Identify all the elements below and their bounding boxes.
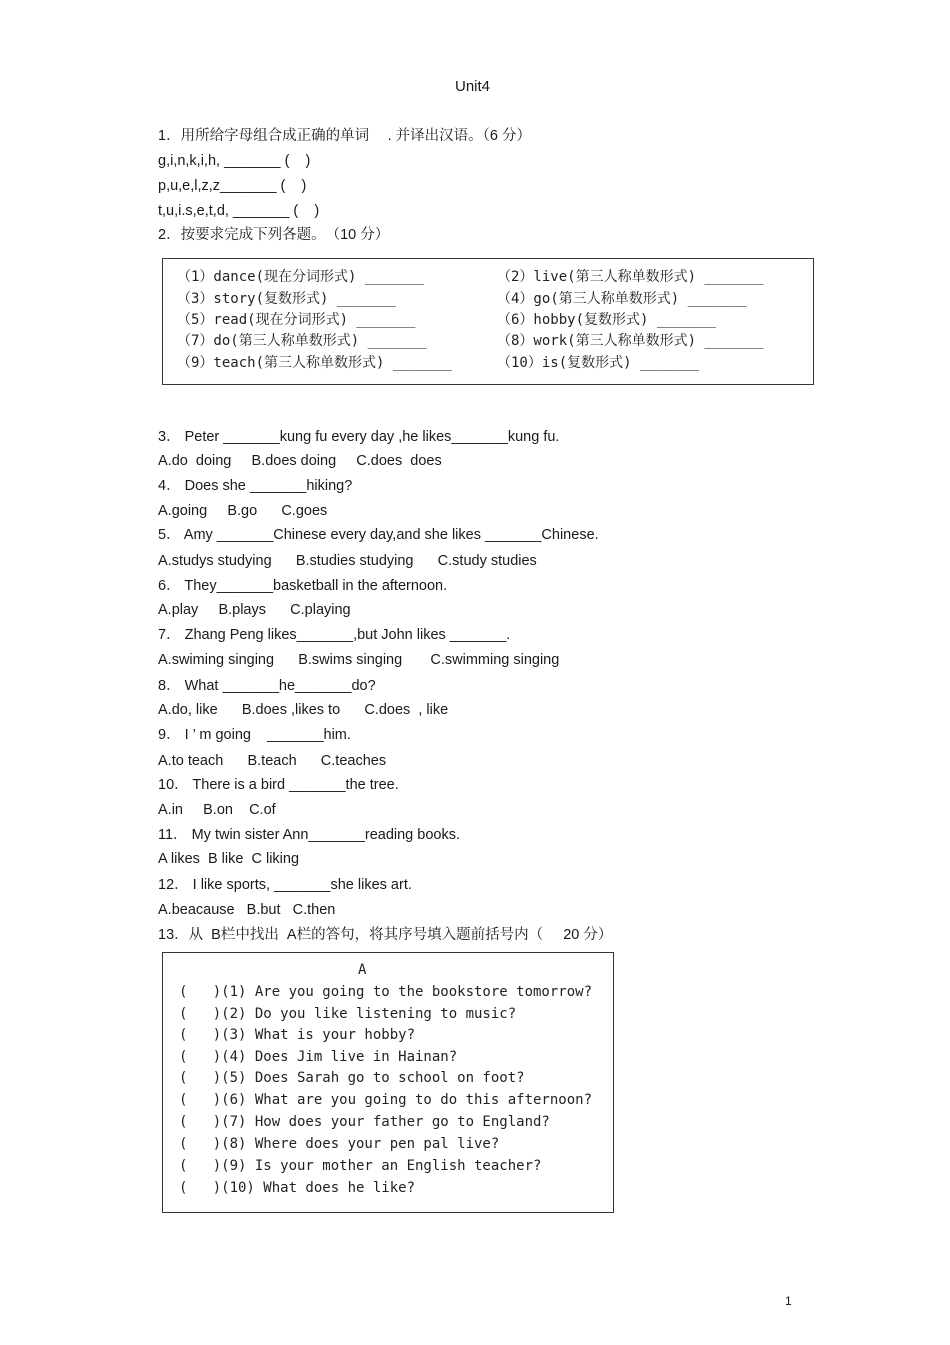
question-text: 11． My twin sister Ann_______reading books. [158,827,460,843]
question-text: 9． I ’ m going _______him. [158,727,351,743]
match-item: ( )(4) Does Jim live in Hainan? [179,1049,458,1065]
question-text: 10． There is a bird _______the tree. [158,777,399,793]
question-2-item: （3）story(复数形式) _______ [177,291,396,307]
answer-options: A.in B.on C.of [158,802,276,818]
question-text: 8． What _______he_______do? [158,678,376,694]
match-item: ( )(10) What does he like? [179,1180,416,1196]
question-2-item: （6）hobby(复数形式) _______ [497,312,716,328]
question-1-heading: 1．用所给字母组合成正确的单词 . 并译出汉语。（6 分） [158,128,531,144]
question-2-item: （7）do(第三人称单数形式) _______ [177,333,427,349]
answer-options: A.going B.go C.goes [158,503,328,519]
question-text: 7． Zhang Peng likes_______,but John likes _______. [158,627,511,643]
match-item: ( )(8) Where does your pen pal live? [179,1136,500,1152]
answer-options: A.studys studying B.studies studying C.study studies [158,553,537,569]
match-item: ( )(3) What is your hobby? [179,1027,416,1043]
question-text: 4． Does she _______hiking? [158,478,353,494]
answer-options: A.do doing B.does doing C.does does [158,453,442,469]
question-2-heading: 2．按要求完成下列各题。 （10 分） [158,227,390,243]
question-text: 12． I like sports, _______she likes art. [158,877,412,893]
question-13-heading: 13．从 B栏中找出 A栏的答句，将其序号填入题前括号内（ 20 分） [158,927,613,943]
match-item: ( )(7) How does your father go to England? [179,1114,550,1130]
question-2-item: （2）live(第三人称单数形式) _______ [497,269,764,285]
match-item: ( )(1) Are you going to the bookstore tomorrow? [179,984,593,1000]
question-2-item: （1）dance(现在分词形式) _______ [177,269,424,285]
question-1-line: g,i,n,k,i,h, _______ ( ) [158,153,311,169]
column-a-label: A [358,962,367,978]
answer-options: A.beacause B.but C.then [158,902,336,918]
answer-options: A.to teach B.teach C.teaches [158,753,387,769]
question-2-item: （5）read(现在分词形式) _______ [177,312,416,328]
question-text: 5． Amy _______Chinese every day,and she likes _______Chinese. [158,527,599,543]
answer-options: A.play B.plays C.playing [158,602,351,618]
answer-options: A.swiming singing B.swims singing C.swimming singing [158,652,560,668]
question-1-line: t,u,i.s,e,t,d, _______ ( ) [158,203,320,219]
match-item: ( )(6) What are you going to do this afternoon? [179,1092,593,1108]
question-2-item: （10）is(复数形式) _______ [497,355,700,371]
match-item: ( )(2) Do you like listening to music? [179,1006,517,1022]
page-title: Unit4 [455,78,491,95]
page-number: 1 [785,1294,792,1308]
question-2-item: （4）go(第三人称单数形式) _______ [497,291,747,307]
question-text: 3． Peter _______kung fu every day ,he likes_______kung fu. [158,429,560,445]
answer-options: A.do, like B.does ,likes to C.does , like [158,702,449,718]
question-2-item: （9）teach(第三人称单数形式) _______ [177,355,452,371]
question-1-line: p,u,e,l,z,z_______ ( ) [158,178,307,194]
question-2-item: （8）work(第三人称单数形式) _______ [497,333,764,349]
match-item: ( )(9) Is your mother an English teacher? [179,1158,542,1174]
match-item: ( )(5) Does Sarah go to school on foot? [179,1070,525,1086]
question-13-box [162,952,614,1213]
question-text: 6． They_______basketball in the afternoon. [158,578,448,594]
answer-options: A likes B like C liking [158,851,300,867]
question-2-box [162,258,814,385]
